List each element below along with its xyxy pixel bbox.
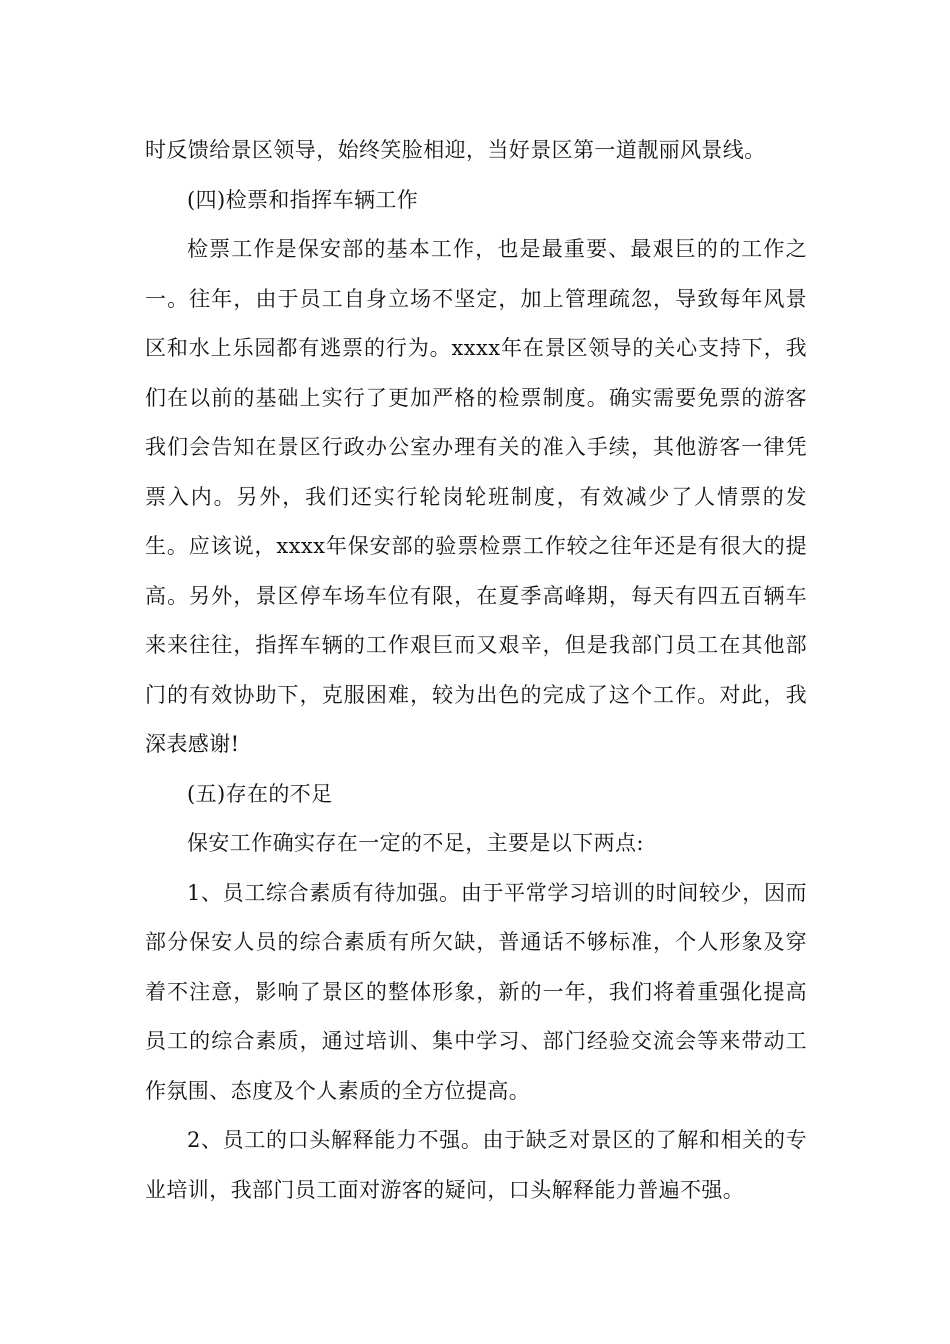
paragraph-continuation: 时反馈给景区领导，始终笑脸相迎，当好景区第一道靓丽风景线。 (145, 138, 766, 162)
paragraph-ticket-check: 检票工作是保安部的基本工作，也是最重要、最艰巨的的工作之一。往年，由于员工自身立场不坚定，加上管理疏忽，导致每年风景区和水上乐园都有逃票的行为。xxxx年在景区领导的关心支持下，我们在以前的基础上实行了更加严格的检票制度。确实需要免票的游客我们会告知在景区行政办公室办理有关的准入手续，其他游客一律凭票入内。另外，我们还实行轮岗轮班制度，有效减少了人情票的发生。应该说，xxxx年保安部的验票检票工作较之往年还是有很大的提高。另外，景区停车场车位有限，在夏季高峰期，每天有四五百辆车来来往往，指挥车辆的工作艰巨而又艰辛，但是我部门员工在其他部门的有效协助下，克服困难，较为出色的完成了这个工作。对此，我深表感谢! (145, 237, 807, 756)
document-body (145, 126, 807, 1215)
section-heading-shortcomings: (五)存在的不足 (187, 781, 333, 806)
paragraph-point-2: 2、员工的口头解释能力不强。由于缺乏对景区的了解和相关的专业培训，我部门员工面对游客的疑问，口头解释能力普遍不强。 (145, 1128, 807, 1202)
paragraph-shortcomings-intro: 保安工作确实存在一定的不足，主要是以下两点: (187, 831, 644, 855)
section-heading-ticket-check: (四)检票和指挥车辆工作 (187, 187, 419, 212)
paragraph-point-1: 1、员工综合素质有待加强。由于平常学习培训的时间较少，因而部分保安人员的综合素质有所欠缺，普通话不够标准，个人形象及穿着不注意，影响了景区的整体形象，新的一年，我们将着重强化提高员工的综合素质，通过培训、集中学习、部门经验交流会等来带动工作氛围、态度及个人素质的全方位提高。 (145, 880, 807, 1103)
